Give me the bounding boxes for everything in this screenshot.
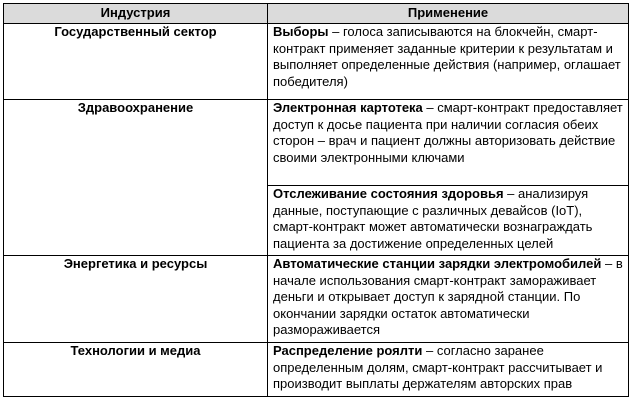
application-title: Автоматические станции зарядки электромобилей [273, 256, 602, 271]
header-row [4, 4, 629, 24]
application-cell-royalties [268, 343, 629, 397]
application-text: – смарт-контракт предоставляет доступ к досье пациента при наличии согласия обеих сторон – врач и пациент должны авторизовать действие своими электронными ключами [273, 100, 623, 165]
table-row [4, 256, 629, 343]
application-cell-health-tracking [268, 186, 629, 256]
table-row [4, 100, 629, 186]
application-cell-elections [268, 24, 629, 100]
table-row [4, 343, 629, 397]
application-title: Распределение роялти [273, 343, 423, 358]
header-industry: Индустрия [4, 4, 268, 24]
industry-application-table [3, 3, 629, 397]
industry-cell-healthcare: Здравоохранение [4, 100, 268, 256]
header-application: Применение [268, 4, 629, 24]
industry-cell-tech-media: Технологии и медиа [4, 343, 268, 397]
application-title: Отслеживание состояния здоровья [273, 186, 504, 201]
application-text: – в начале использования смарт-контракт замораживает деньги и открывает доступ к зарядной станции. По окончании зарядки остаток автоматически размораживается [273, 256, 623, 337]
application-text: – согласно заранее определенным долям, смарт-контракт рассчитывает и производит выплаты держателям авторских прав [273, 343, 603, 391]
application-text: – голоса записываются на блокчейн, смарт-контракт применяет заданные критерии к результатам и выполняет определенные действия (например, оглашает победителя) [273, 24, 621, 89]
application-cell-electronic-records [268, 100, 629, 186]
application-title: Выборы [273, 24, 329, 39]
application-title: Электронная картотека [273, 100, 423, 115]
table-row [4, 24, 629, 100]
industry-cell-energy: Энергетика и ресурсы [4, 256, 268, 343]
industry-cell-government: Государственный сектор [4, 24, 268, 100]
application-text: – анализируя данные, поступающие с различных девайсов (IoT), смарт-контракт может автоматически вознаграждать пациента за достижение определенных целей [273, 186, 593, 251]
application-cell-ev-charging [268, 256, 629, 343]
